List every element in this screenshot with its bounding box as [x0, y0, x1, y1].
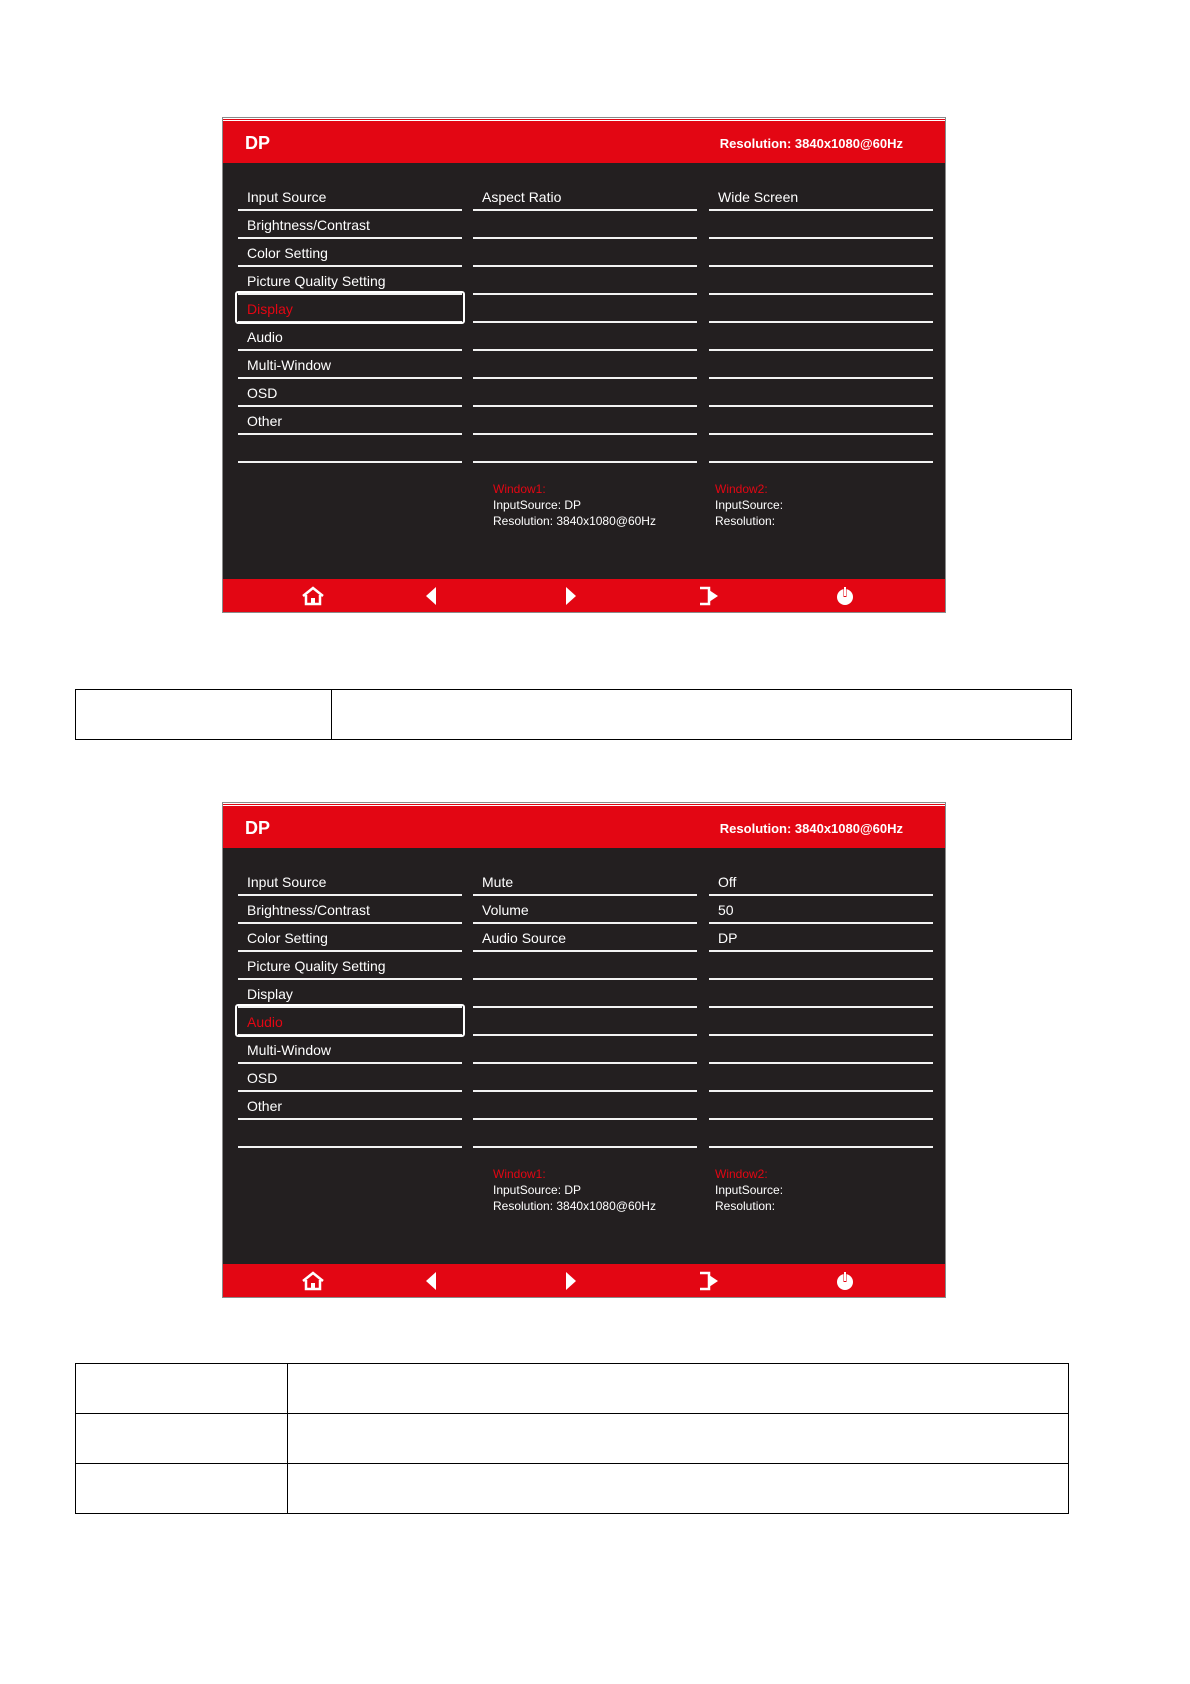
menu-item-picture-quality[interactable]: Picture Quality Setting — [238, 952, 462, 980]
right-button[interactable] — [559, 1270, 583, 1292]
window1-input: InputSource: DP — [493, 498, 582, 512]
menu-item-input-source[interactable]: Input Source — [238, 868, 462, 896]
osd-footer — [223, 579, 945, 612]
osd-header — [223, 807, 945, 848]
value-item — [709, 980, 933, 1008]
submenu-item-mute[interactable]: Mute — [473, 868, 697, 896]
window1-input: InputSource: DP — [493, 1183, 582, 1197]
menu-item-osd[interactable]: OSD — [238, 1064, 462, 1092]
window1-info — [493, 1166, 656, 1214]
main-menu — [238, 183, 462, 463]
left-arrow-icon — [419, 1270, 443, 1292]
menu-item-empty — [238, 1120, 462, 1148]
menu-item-other[interactable]: Other — [238, 407, 462, 435]
value-item — [709, 1036, 933, 1064]
menu-item-audio[interactable]: Audio — [238, 323, 462, 351]
osd-body — [223, 848, 945, 1264]
submenu-item — [473, 407, 697, 435]
menu-item-picture-quality[interactable]: Picture Quality Setting — [238, 267, 462, 295]
window1-resolution: Resolution: 3840x1080@60Hz — [493, 1199, 656, 1213]
table-cell — [76, 1464, 288, 1514]
table-cell — [288, 1414, 1069, 1464]
right-button[interactable] — [559, 585, 583, 607]
window2-resolution: Resolution: — [715, 514, 776, 528]
menu-item-input-source[interactable]: Input Source — [238, 183, 462, 211]
submenu-item — [473, 980, 697, 1008]
resolution-label: Resolution: 3840x1080@60Hz — [719, 136, 903, 151]
submenu-item — [473, 1036, 697, 1064]
table-cell — [288, 1464, 1069, 1514]
table-row — [76, 1464, 1069, 1514]
menu-item-other[interactable]: Other — [238, 1092, 462, 1120]
exit-button[interactable] — [697, 1270, 721, 1292]
menu-item-display[interactable]: Display — [238, 295, 462, 323]
value-item — [709, 435, 933, 463]
power-button[interactable] — [833, 1270, 857, 1292]
value-audio-source[interactable]: DP — [709, 924, 933, 952]
power-button[interactable] — [833, 585, 857, 607]
submenu — [473, 868, 697, 1148]
osd-screen-display — [222, 117, 946, 613]
value-item — [709, 239, 933, 267]
window2-title: Window2: — [715, 482, 768, 496]
menu-item-multi-window[interactable]: Multi-Window — [238, 1036, 462, 1064]
menu-item-osd[interactable]: OSD — [238, 379, 462, 407]
right-arrow-icon — [559, 585, 583, 607]
submenu-item — [473, 1064, 697, 1092]
resolution-label: Resolution: 3840x1080@60Hz — [719, 821, 903, 836]
submenu-item — [473, 1008, 697, 1036]
description-table-1 — [75, 689, 1072, 740]
menu-item-empty — [238, 435, 462, 463]
osd-header — [223, 122, 945, 163]
submenu-item — [473, 239, 697, 267]
description-table-2 — [75, 1363, 1069, 1514]
submenu-item-volume[interactable]: Volume — [473, 896, 697, 924]
home-button[interactable] — [301, 1270, 325, 1292]
menu-item-audio[interactable]: Audio — [238, 1008, 462, 1036]
menu-item-display[interactable]: Display — [238, 980, 462, 1008]
submenu-item — [473, 435, 697, 463]
table-cell — [288, 1364, 1069, 1414]
value-item — [709, 1120, 933, 1148]
table-cell — [332, 690, 1072, 740]
input-source-label: DP — [245, 818, 271, 838]
table-cell — [76, 1364, 288, 1414]
value-item — [709, 267, 933, 295]
window1-title: Window1: — [493, 1167, 546, 1181]
power-icon — [833, 1270, 857, 1292]
main-menu — [238, 868, 462, 1148]
window2-title: Window2: — [715, 1167, 768, 1181]
menu-item-color-setting[interactable]: Color Setting — [238, 924, 462, 952]
value-item — [709, 1008, 933, 1036]
left-arrow-icon — [419, 585, 443, 607]
window2-info — [715, 481, 783, 529]
exit-button[interactable] — [697, 585, 721, 607]
exit-icon — [697, 1270, 721, 1292]
submenu-item — [473, 323, 697, 351]
table-row — [76, 690, 1072, 740]
value-column — [709, 183, 933, 463]
left-button[interactable] — [419, 1270, 443, 1292]
window1-title: Window1: — [493, 482, 546, 496]
value-item — [709, 295, 933, 323]
submenu-item-audio-source[interactable]: Audio Source — [473, 924, 697, 952]
window2-input: InputSource: — [715, 498, 784, 512]
osd-screen-audio — [222, 802, 946, 1298]
window2-resolution: Resolution: — [715, 1199, 776, 1213]
table-cell — [76, 690, 332, 740]
value-item — [709, 1092, 933, 1120]
osd-footer — [223, 1264, 945, 1297]
menu-item-color-setting[interactable]: Color Setting — [238, 239, 462, 267]
left-button[interactable] — [419, 585, 443, 607]
value-column — [709, 868, 933, 1148]
value-volume[interactable]: 50 — [709, 896, 933, 924]
osd-body — [223, 163, 945, 579]
menu-item-multi-window[interactable]: Multi-Window — [238, 351, 462, 379]
value-item — [709, 351, 933, 379]
value-item — [709, 211, 933, 239]
submenu-item — [473, 351, 697, 379]
value-wide-screen[interactable]: Wide Screen — [709, 183, 933, 211]
window2-info — [715, 1166, 783, 1214]
power-icon — [833, 585, 857, 607]
window1-resolution: Resolution: 3840x1080@60Hz — [493, 514, 656, 528]
table-row — [76, 1364, 1069, 1414]
home-button[interactable] — [301, 585, 325, 607]
submenu-item — [473, 211, 697, 239]
value-item — [709, 379, 933, 407]
right-arrow-icon — [559, 1270, 583, 1292]
submenu-item-aspect-ratio[interactable]: Aspect Ratio — [473, 183, 697, 211]
value-item — [709, 323, 933, 351]
submenu-item — [473, 379, 697, 407]
value-item — [709, 407, 933, 435]
home-icon — [301, 1270, 325, 1292]
table-row — [76, 1414, 1069, 1464]
home-icon — [301, 585, 325, 607]
submenu-item — [473, 295, 697, 323]
submenu-item — [473, 1120, 697, 1148]
value-item — [709, 1064, 933, 1092]
window2-input: InputSource: — [715, 1183, 784, 1197]
window1-info — [493, 481, 656, 529]
submenu-item — [473, 952, 697, 980]
exit-icon — [697, 585, 721, 607]
menu-item-brightness-contrast[interactable]: Brightness/Contrast — [238, 896, 462, 924]
submenu-item — [473, 267, 697, 295]
value-mute[interactable]: Off — [709, 868, 933, 896]
submenu — [473, 183, 697, 463]
submenu-item — [473, 1092, 697, 1120]
value-item — [709, 952, 933, 980]
menu-item-brightness-contrast[interactable]: Brightness/Contrast — [238, 211, 462, 239]
table-cell — [76, 1414, 288, 1464]
input-source-label: DP — [245, 133, 271, 153]
